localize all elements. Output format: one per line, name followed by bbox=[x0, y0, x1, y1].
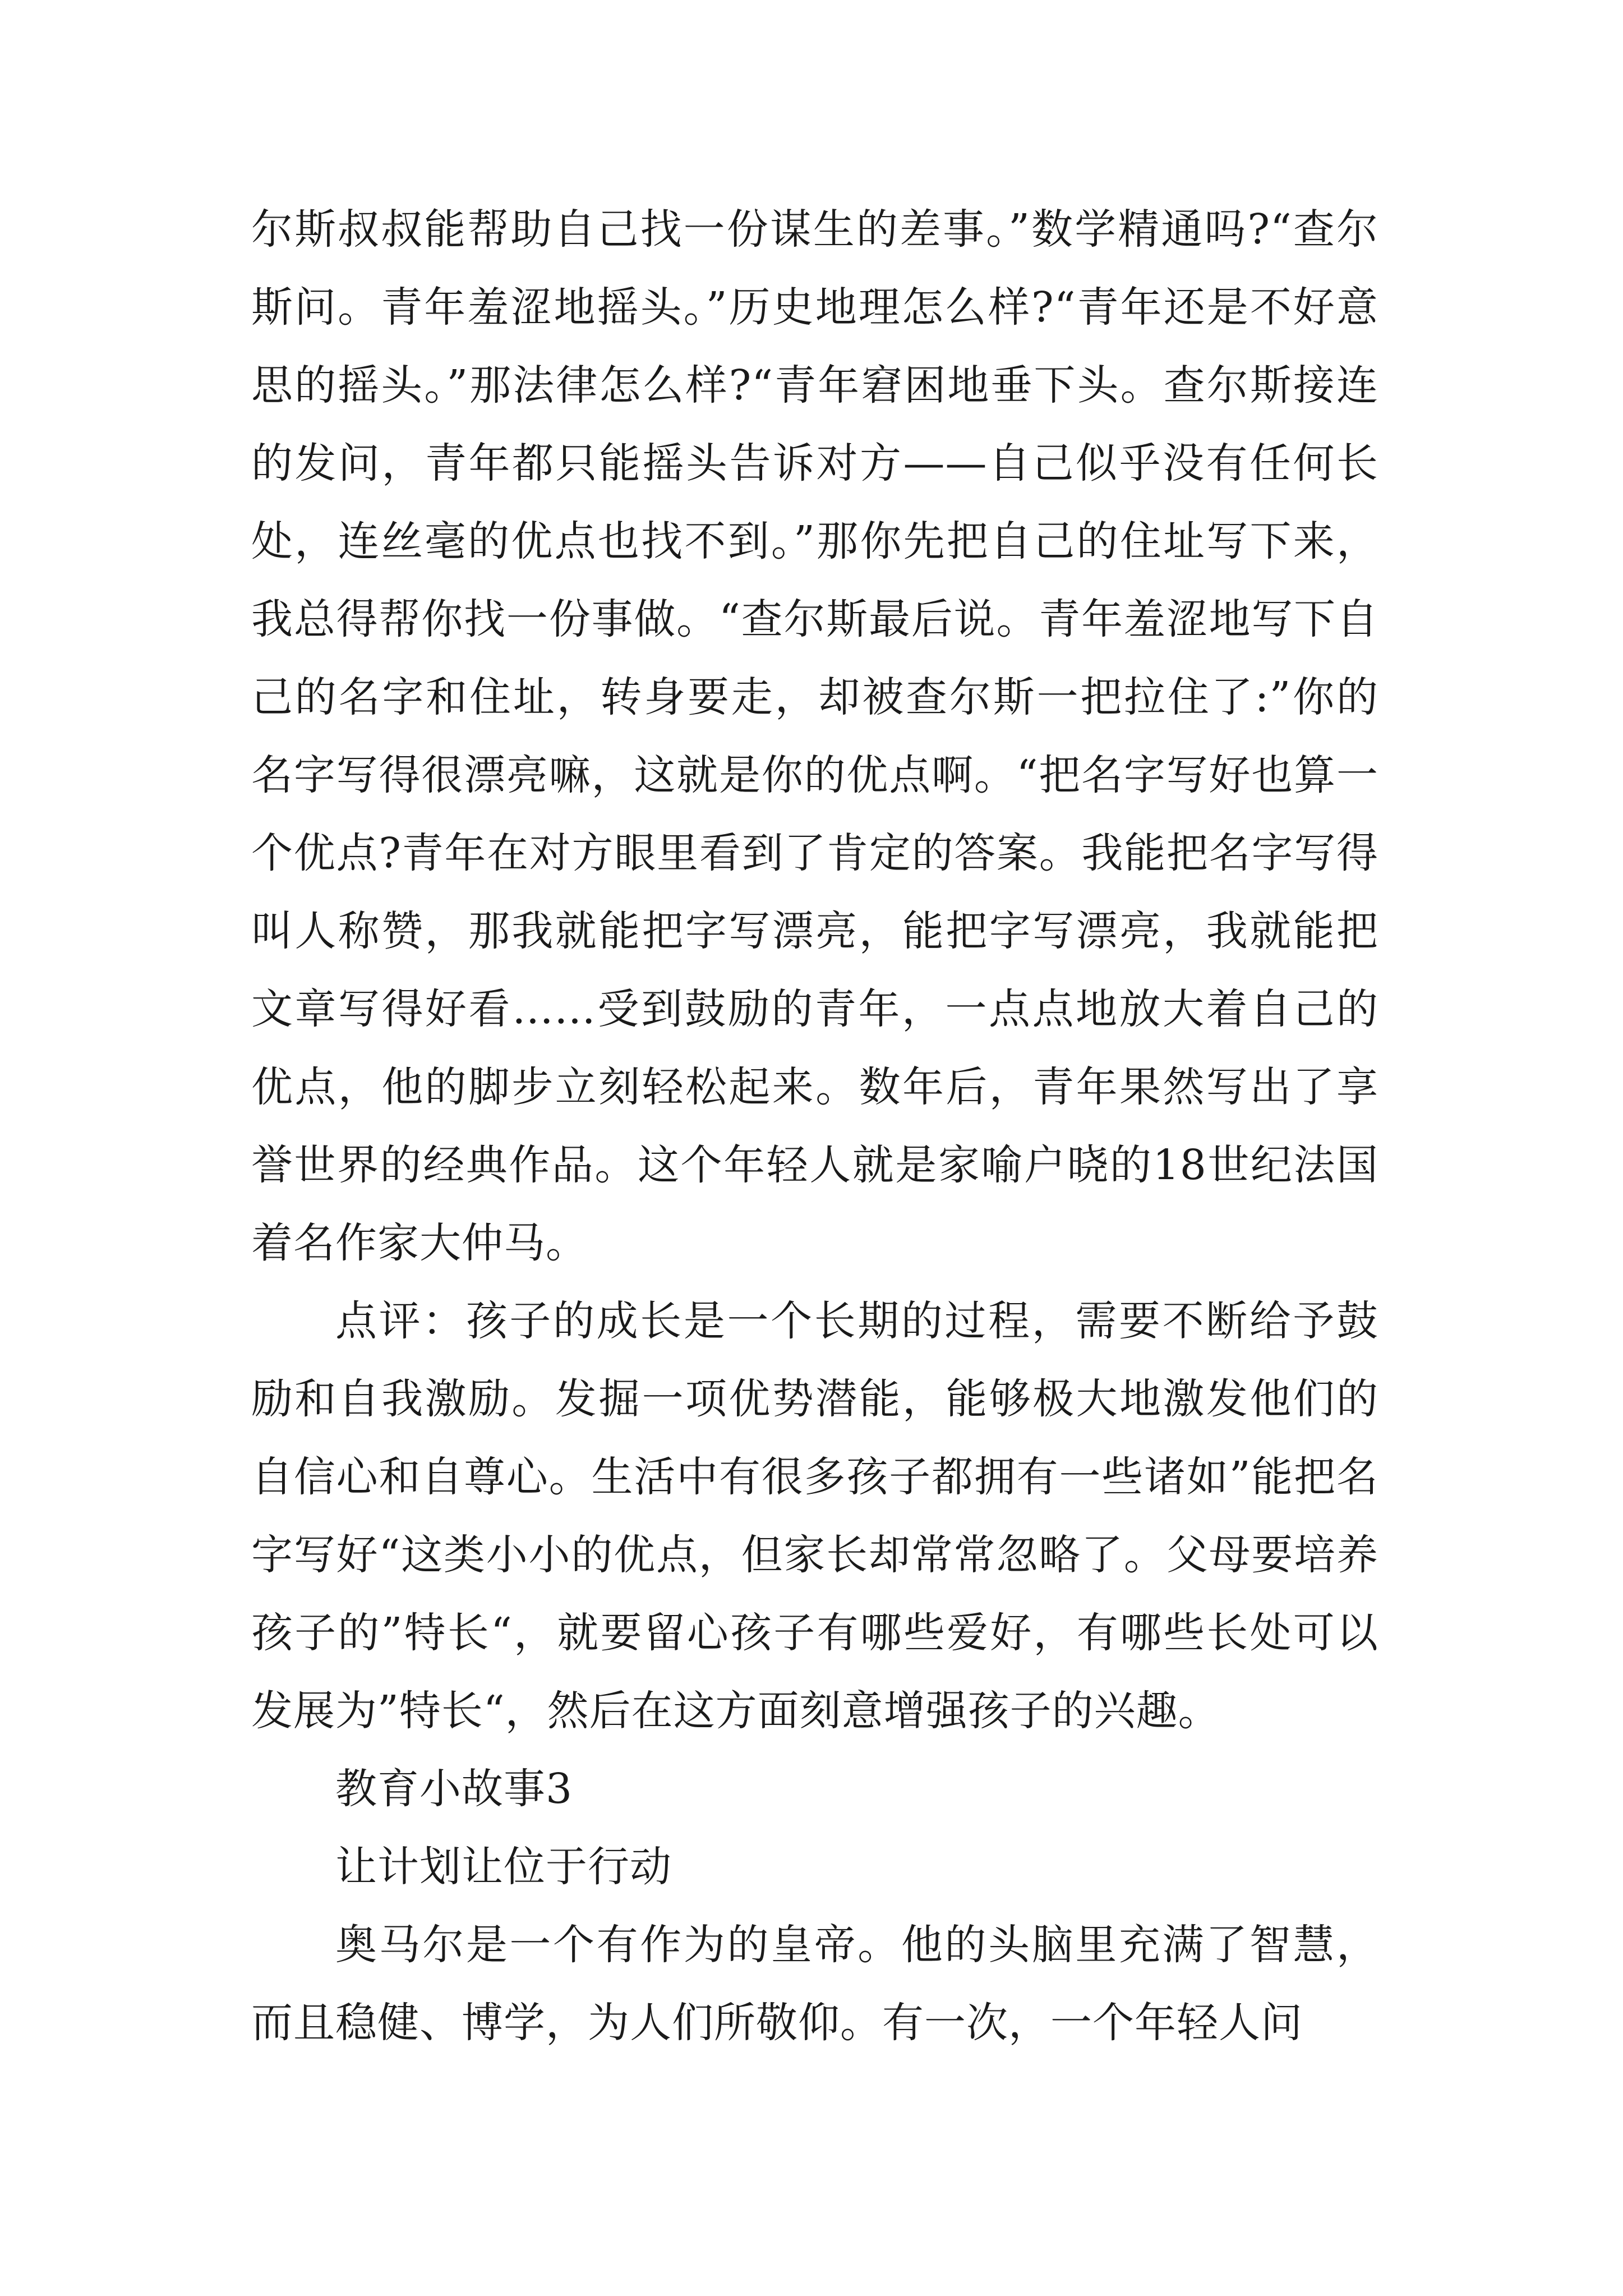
story-paragraph-continued: 尔斯叔叔能帮助自己找一份谋生的差事。”数学精通吗?“查尔斯问。青年羞涩地摇头。”历史地理怎么样?“青年还是不好意思的摇头。”那法律怎么样?“青年窘困地垂下头。查尔斯接连的发问，青年都只能摇头告诉对方——自己似乎没有任何长处，连丝毫的优点也找不到。”那你先把自己的住址写下来，我总得帮你找一份事做。“查尔斯最后说。青年羞涩地写下自己的名字和住址，转身要走，却被查尔斯一把拉住了:”你的名字写得很漂亮嘛，这就是你的优点啊。“把名字写好也算一个优点?青年在对方眼里看到了肯定的答案。我能把名字写得叫人称赞，那我就能把字写漂亮，能把字写漂亮，我就能把文章写得好看……受到鼓励的青年，一点点地放大着自己的优点，他的脚步立刻轻松起来。数年后，青年果然写出了享誉世界的经典作品。这个年轻人就是家喻户晓的18世纪法国着名作家大仲马。 bbox=[251, 205, 1378, 1267]
document-body bbox=[251, 191, 1378, 2062]
story3-paragraph: 奥马尔是一个有作为的皇帝。他的头脑里充满了智慧，而且稳健、博学，为人们所敬仰。有一次，一个年轻人问 bbox=[251, 1921, 1378, 2047]
story3-title: 让计划让位于行动 bbox=[335, 1843, 672, 1891]
story3-label: 教育小故事3 bbox=[335, 1765, 573, 1813]
commentary-paragraph: 点评：孩子的成长是一个长期的过程，需要不断给予鼓励和自我激励。发掘一项优势潜能，能够极大地激发他们的自信心和自尊心。生活中有很多孩子都拥有一些诸如”能把名字写好“这类小小的优点，但家长却常常忽略了。父母要培养孩子的”特长“，就要留心孩子有哪些爱好，有哪些长处可以发展为”特长“，然后在这方面刻意增强孩子的兴趣。 bbox=[251, 1297, 1378, 1735]
